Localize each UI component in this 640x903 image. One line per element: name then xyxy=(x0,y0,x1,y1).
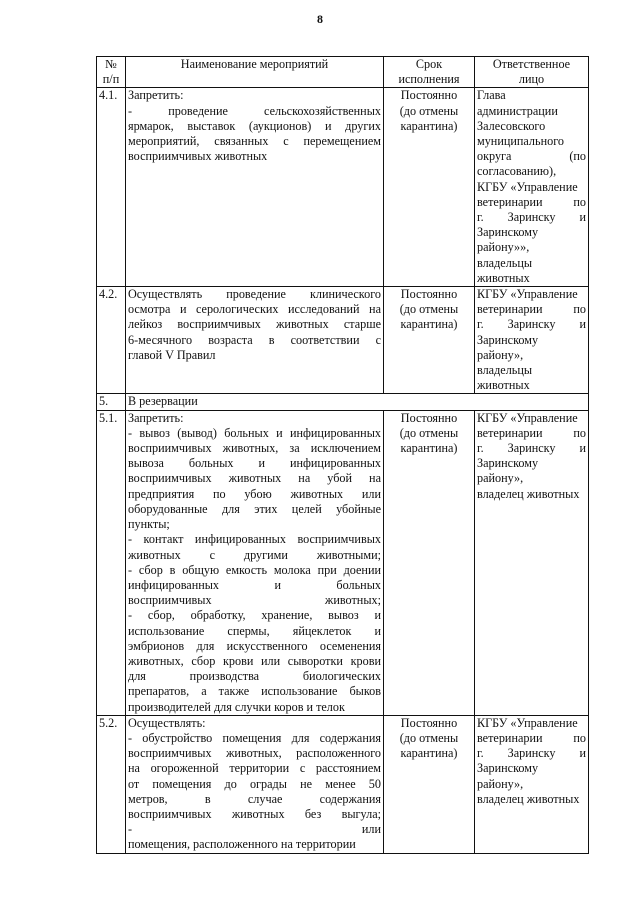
responsible-line: КГБУ «Управление xyxy=(477,179,578,194)
section-title: В резервации xyxy=(126,394,589,410)
activity-line: препаратов, а также использование быков xyxy=(128,684,381,699)
activity-line: вывоза больных и инфицированных xyxy=(128,456,381,471)
activity-line: ярмарок, выставок (аукционов) и других xyxy=(128,118,381,133)
header-resp xyxy=(475,57,589,88)
term-line: карантина) xyxy=(400,746,458,761)
responsible-line: животных xyxy=(477,270,530,285)
responsible-line: ветеринарии по xyxy=(477,730,586,745)
header-num xyxy=(97,57,126,88)
activity-line: осмотра и серологических исследований на xyxy=(128,302,381,317)
activity-line: на огороженной территории с расстоянием xyxy=(128,761,381,776)
responsible-line: г. Заринску и xyxy=(477,317,586,332)
responsible-line: району», xyxy=(477,776,524,791)
responsible-line: г. Заринску и xyxy=(477,441,586,456)
activity-line: метров, в случае содержания xyxy=(128,791,381,806)
activity-line: - вывоз (вывод) больных и инфицированных xyxy=(128,425,381,440)
activity-line: животных с другими животными; xyxy=(128,547,381,562)
execution-term xyxy=(384,88,475,287)
responsible-line: муниципального xyxy=(477,134,564,149)
activity-line: главой V Правил xyxy=(128,347,216,362)
term-line: Постоянно xyxy=(400,88,458,103)
header-name xyxy=(126,57,384,88)
activity-line: производителей для случки коров и телок xyxy=(128,699,345,714)
responsible-line: Заринскому xyxy=(477,332,539,347)
responsible-line: животных xyxy=(477,378,530,393)
table-row xyxy=(97,88,589,287)
term-line: Постоянно xyxy=(400,410,458,425)
activity-name xyxy=(126,410,384,715)
activity-line: восприимчивых животных, за исключением xyxy=(128,441,381,456)
responsible-line: администрации xyxy=(477,103,558,118)
responsible-line: району», xyxy=(477,347,524,362)
activity-line: Запретить: xyxy=(128,88,184,103)
responsible-line: КГБУ «Управление xyxy=(477,715,578,730)
activity-line: пункты; xyxy=(128,517,170,532)
responsible-line: КГБУ «Управление xyxy=(477,410,578,425)
header-line: п/п xyxy=(102,72,120,87)
responsible-person xyxy=(475,410,589,715)
activities-table xyxy=(96,56,589,854)
table-row xyxy=(97,715,589,853)
activity-line: предприятия по убою животных или xyxy=(128,486,381,501)
responsible-line: Заринскому xyxy=(477,225,539,240)
activity-line: - сбор в общую емкость молока при доении xyxy=(128,562,381,577)
activity-line: от помещения до ограды не менее 50 xyxy=(128,776,381,791)
activity-line: Осуществлять: xyxy=(128,715,206,730)
term-line: (до отмены xyxy=(399,730,459,745)
activity-line: для производства биологических xyxy=(128,669,381,684)
responsible-line: КГБУ «Управление xyxy=(477,287,578,302)
responsible-person xyxy=(475,715,589,853)
activity-line: - обустройство помещения для содержания xyxy=(128,730,381,745)
execution-term xyxy=(384,410,475,715)
responsible-line: ветеринарии по xyxy=(477,425,586,440)
table-body xyxy=(97,88,589,853)
term-line: Постоянно xyxy=(400,287,458,302)
term-line: карантина) xyxy=(400,441,458,456)
activity-line: оборудованные для этих целей убойные xyxy=(128,501,381,516)
activity-name xyxy=(126,715,384,853)
responsible-line: ветеринарии по xyxy=(477,302,586,317)
activity-line: лейкоз восприимчивых животных старше xyxy=(128,317,381,332)
row-number: 5. xyxy=(97,394,126,410)
header-line: Наименование мероприятий xyxy=(180,57,329,71)
responsible-line: району»», xyxy=(477,240,530,255)
term-line: карантина) xyxy=(400,317,458,332)
responsible-line: г. Заринску и xyxy=(477,210,586,225)
activity-line: Осуществлять проведение клинического xyxy=(128,287,381,302)
header-term xyxy=(384,57,475,88)
activity-line: эмбрионов для искусственного осеменения xyxy=(128,638,381,653)
responsible-line: Заринскому xyxy=(477,761,539,776)
responsible-line: г. Заринску и xyxy=(477,746,586,761)
table-header-row xyxy=(97,57,589,88)
responsible-line: согласованию), xyxy=(477,164,557,179)
header-line: № xyxy=(105,57,117,71)
activity-name xyxy=(126,88,384,287)
term-line: Постоянно xyxy=(400,715,458,730)
responsible-line: владельцы xyxy=(477,255,533,270)
responsible-line: Заринскому xyxy=(477,456,539,471)
row-number: 5.2. xyxy=(97,715,126,853)
header-line: исполнения xyxy=(398,72,460,87)
activity-line: помещения, расположенного на территории xyxy=(128,837,356,852)
header-line: Срок xyxy=(415,57,443,71)
activity-line: Запретить: xyxy=(128,410,184,425)
responsible-person xyxy=(475,287,589,394)
activity-line: восприимчивых животных; xyxy=(128,593,381,608)
responsible-line: владелец животных xyxy=(477,486,580,501)
activity-line: восприимчивых животных на убой на xyxy=(128,471,381,486)
responsible-line: владельцы xyxy=(477,363,533,378)
responsible-person xyxy=(475,88,589,287)
activity-line: животных, сбор крови или сыворотки крови xyxy=(128,653,381,668)
responsible-line: ветеринарии по xyxy=(477,194,586,209)
activity-line: - или xyxy=(128,822,381,837)
table-row xyxy=(97,410,589,715)
activity-line: - проведение сельскохозяйственных xyxy=(128,103,381,118)
responsible-line: владелец животных xyxy=(477,791,580,806)
activity-line: восприимчивых животных без выгула; xyxy=(128,806,381,821)
row-number: 4.2. xyxy=(97,287,126,394)
table-row xyxy=(97,287,589,394)
responsible-line: району», xyxy=(477,471,524,486)
header-line: Ответственное xyxy=(492,57,571,71)
activity-line: 6-месячного возраста в соответствии с xyxy=(128,332,381,347)
section-row xyxy=(97,394,589,410)
row-number: 4.1. xyxy=(97,88,126,287)
activity-line: - контакт инфицированных восприимчивых xyxy=(128,532,381,547)
responsible-line: Залесовского xyxy=(477,118,546,133)
activity-line: - сбор, обработку, хранение, вывоз и xyxy=(128,608,381,623)
activity-line: восприимчивых животных, расположенного xyxy=(128,746,381,761)
term-line: карантина) xyxy=(400,118,458,133)
execution-term xyxy=(384,715,475,853)
activity-line: мероприятий, связанных с перемещением xyxy=(128,134,381,149)
activity-line: использование спермы, яйцеклеток и xyxy=(128,623,381,638)
activity-name xyxy=(126,287,384,394)
responsible-line: округа (по xyxy=(477,149,586,164)
row-number: 5.1. xyxy=(97,410,126,715)
execution-term xyxy=(384,287,475,394)
term-line: (до отмены xyxy=(399,425,459,440)
activity-line: восприимчивых животных xyxy=(128,149,268,164)
term-line: (до отмены xyxy=(399,302,459,317)
page-number: 8 xyxy=(317,12,323,26)
activity-line: инфицированных и больных xyxy=(128,577,381,592)
responsible-line: Глава xyxy=(477,88,506,103)
header-line: лицо xyxy=(518,72,545,87)
term-line: (до отмены xyxy=(399,103,459,118)
